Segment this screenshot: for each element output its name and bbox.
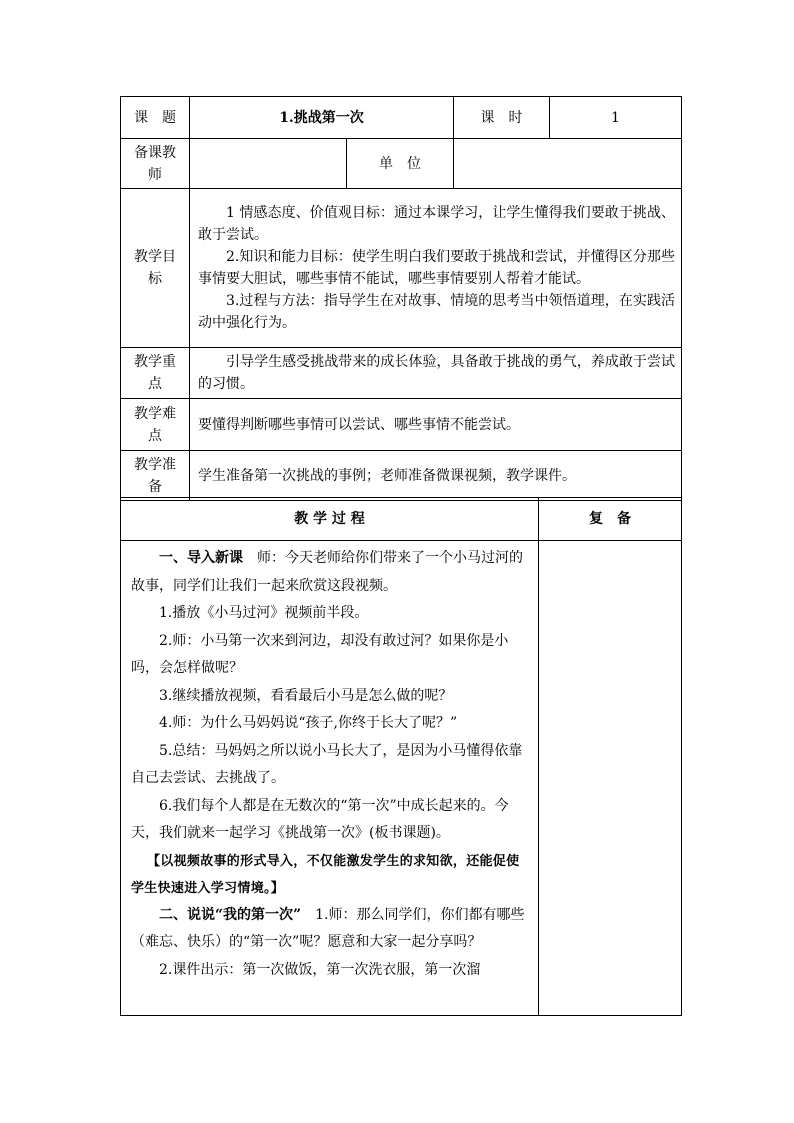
topic-value: 1.挑战第一次: [190, 97, 454, 139]
difficulties-label-line2: 点: [148, 427, 162, 444]
goals-label-line2: 标: [148, 271, 162, 287]
step-2: 2.师：小马第一次来到河边，却没有敢过河？如果你是小吗，会怎样做呢？: [131, 632, 509, 676]
preparation-text: 学生准备第一次挑战的事例；老师准备微课视频，教学课件。: [198, 467, 576, 484]
step-3: 3.继续播放视频，看看最后小马是怎么做的呢？: [159, 687, 453, 704]
preparation-label-line2: 备: [148, 478, 162, 495]
section1-paragraph: [131, 545, 532, 600]
process-header: 教 学 过 程: [121, 498, 539, 541]
key-points-label: [121, 348, 190, 399]
section1-title: 一、导入新课: [159, 550, 243, 566]
topic-label: 课 题: [121, 97, 190, 139]
key-points-label-line2: 点: [148, 376, 162, 392]
step-1: 1.播放《小马过河》视频前半段。: [159, 605, 369, 621]
teaching-process-table: [120, 497, 682, 1016]
preparation-label-line1: 教学准: [134, 456, 176, 473]
goals-content: [190, 189, 682, 348]
process-content: [121, 541, 539, 1016]
teacher-value: [190, 139, 347, 189]
preparation-content: [190, 451, 682, 501]
section2-step-2: 2.课件出示：第一次做饭，第一次洗衣服，第一次溜: [159, 961, 481, 978]
hours-value: 1: [550, 97, 682, 139]
step-5: 5.总结：马妈妈之所以说小马长大了，是因为小马懂得依靠自己去尝试、去挑战了。: [131, 742, 523, 786]
topic-row: [121, 97, 682, 139]
key-points-text: 引导学生感受挑战带来的成长体验，具备敢于挑战的勇气，养成敢于尝试的习惯。: [198, 354, 675, 392]
difficulties-row: [121, 399, 682, 451]
difficulties-content: [190, 399, 682, 451]
design-note: 【以视频故事的形式导入，不仅能激发学生的求知欲，还能促使学生快速进入学习情境。】: [131, 853, 520, 896]
goals-label: [121, 189, 190, 348]
process-header-row: [121, 498, 682, 541]
hours-label: 课 时: [454, 97, 550, 139]
key-points-row: [121, 348, 682, 399]
unit-label: 单 位: [347, 139, 454, 189]
goals-label-line1: 教学目: [134, 249, 176, 265]
review-content: [539, 541, 682, 1016]
section2-title: 二、说说“我的第一次”: [159, 906, 302, 923]
section2-paragraph: [131, 902, 532, 957]
teacher-label: [121, 139, 190, 189]
key-points-label-line1: 教学重: [134, 354, 176, 370]
section2-intro: 1.师：那么同学们，你们都有哪些（难忘、快乐）的“第一次”呢？愿意和大家一起分享吗？: [131, 906, 525, 950]
step-6: 6.我们每个人都是在无数次的“第一次”中成长起来的。今天，我们就来一起学习《挑战第一次》(板书课题)。: [131, 797, 509, 841]
goal-item-1: 1 情感态度、价值观目标：通过本课学习，让学生懂得我们要敢于挑战、敢于尝试。: [198, 205, 675, 243]
goal-item-2: 2.知识和能力目标：使学生明白我们要敢于挑战和尝试，并懂得区分那些事情要大胆试，哪些事情不能试，哪些事情要别人帮着才能试。: [198, 249, 675, 287]
key-points-content: [190, 348, 682, 399]
process-body-row: [121, 541, 682, 1016]
difficulties-label-line1: 教学难: [134, 405, 176, 422]
preparation-label: [121, 451, 190, 501]
goals-row: [121, 189, 682, 348]
step-4: 4.师：为什么马妈妈说“孩子,你终于长大了呢？”: [159, 715, 458, 731]
review-header: 复 备: [539, 498, 682, 541]
difficulties-label: [121, 399, 190, 451]
preparation-row: [121, 451, 682, 501]
teacher-row: [121, 139, 682, 189]
unit-value: [454, 139, 682, 189]
difficulties-text: 要懂得判断哪些事情可以尝试、哪些事情不能尝试。: [198, 416, 520, 433]
teacher-label-line1: 备课教: [134, 144, 176, 161]
goal-item-3: 3.过程与方法：指导学生在对故事、情境的思考当中领悟道理，在实践活动中强化行为。: [198, 293, 675, 331]
teacher-label-line2: 师: [148, 166, 162, 183]
lesson-info-table: [120, 96, 682, 501]
section1-intro: 师：今天老师给你们带来了一个小马过河的故事，同学们让我们一起来欣赏这段视频。: [131, 550, 523, 594]
